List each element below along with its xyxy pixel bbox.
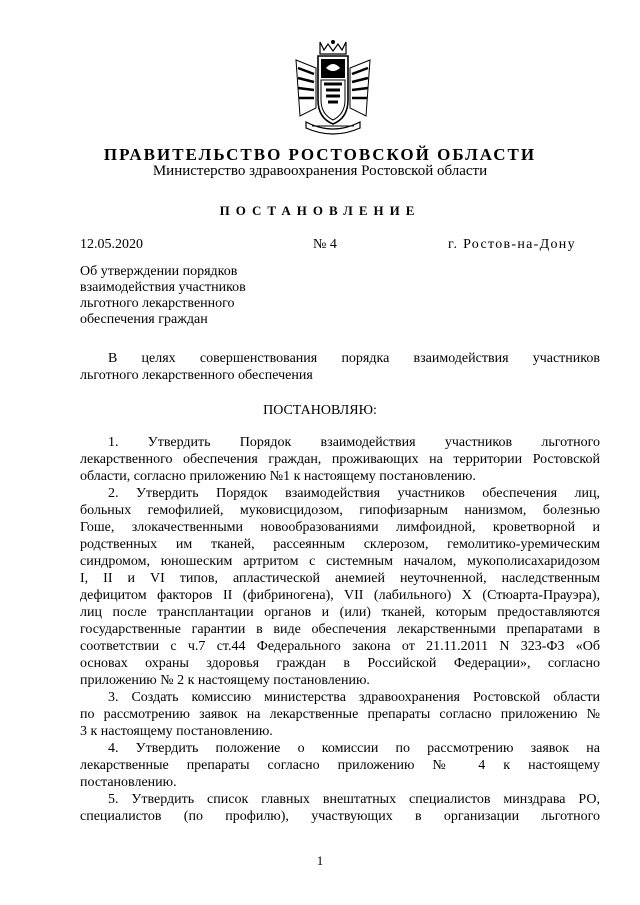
resolve-heading: ПОСТАНОВЛЯЮ: bbox=[263, 403, 377, 418]
item-line: лекарственного обеспечения граждан, проживающих на территории Ростовской bbox=[80, 452, 600, 467]
resolution-item-1 bbox=[80, 434, 600, 485]
document-date: 12.05.2020 bbox=[80, 237, 143, 252]
item-line: по рассмотрению заявок на лекарственные препараты согласно приложению № bbox=[80, 707, 600, 722]
item-line: дефицитом факторов II (фибриногена), VII (лабильного) X (Стюарта-Прауэра), bbox=[80, 588, 600, 603]
item-line: 3 к настоящему постановлению. bbox=[80, 724, 273, 739]
item-line: родственных им тканей, рассеянным склерозом, гемолитико-уремическим bbox=[80, 537, 600, 552]
item-line: приложению № 2 к настоящему постановлению. bbox=[80, 673, 370, 688]
government-title: ПРАВИТЕЛЬСТВО РОСТОВСКОЙ ОБЛАСТИ bbox=[103, 145, 537, 164]
item-line: 4. Утвердить положение о комиссии по рассмотрению заявок на bbox=[108, 741, 600, 756]
coat-of-arms-emblem bbox=[290, 38, 376, 138]
subject-line: обеспечения граждан bbox=[80, 312, 208, 327]
subject-line: льготного лекарственного bbox=[80, 296, 235, 311]
resolution-item-3 bbox=[80, 689, 600, 740]
item-line: лекарственные препараты согласно приложению № 4 к настоящему bbox=[80, 758, 600, 773]
document-number: № 4 bbox=[313, 237, 337, 252]
document-subject bbox=[80, 264, 330, 328]
item-line: 5. Утвердить список главных внештатных специалистов минздрава РО, bbox=[108, 792, 600, 807]
document-type: ПОСТАНОВЛЕНИЕ bbox=[219, 203, 421, 218]
item-line: I, II и VI типов, апластической анемией неуточненной, наследственным bbox=[80, 571, 600, 586]
item-line: лиц после трансплантации органов и (или) тканей, которым предоставляются bbox=[80, 605, 600, 620]
resolution-item-4 bbox=[80, 740, 600, 791]
subject-line: Об утверждении порядков bbox=[80, 264, 238, 279]
item-line: государственные гарантии в виде обеспечения лекарственными препаратами в bbox=[80, 622, 600, 637]
item-line: постановлению. bbox=[80, 775, 177, 790]
resolution-items bbox=[80, 434, 600, 825]
page-number: 1 bbox=[316, 853, 324, 868]
item-line: 2. Утвердить Порядок взаимодействия участников обеспечения лиц, bbox=[108, 486, 600, 501]
item-line: основах охраны здоровья граждан в Российской Федерации», согласно bbox=[80, 656, 600, 671]
item-line: специалистов (по профилю), участвующих в организации льготного bbox=[80, 809, 600, 824]
preamble-line: В целях совершенствования порядка взаимодействия участников bbox=[108, 351, 600, 366]
document-city: г. Ростов-на-Дону bbox=[448, 237, 576, 252]
item-line: 1. Утвердить Порядок взаимодействия участников льготного bbox=[108, 435, 600, 450]
resolution-item-5 bbox=[80, 791, 600, 825]
item-line: синдромом, юношеским артритом с системным началом, мукополисахаридозом bbox=[80, 554, 600, 569]
resolution-item-2 bbox=[80, 485, 600, 689]
item-line: больных гемофилией, муковисцидозом, гипофизарным нанизмом, болезнью bbox=[80, 503, 600, 518]
item-line: Гоше, злокачественными новообразованиями лимфоидной, кроветворной и bbox=[80, 520, 600, 535]
preamble-line: льготного лекарственного обеспечения bbox=[80, 368, 313, 383]
item-line: 3. Создать комиссию министерства здравоохранения Ростовской области bbox=[108, 690, 600, 705]
item-line: области, согласно приложению №1 к настоящему постановлению. bbox=[80, 469, 476, 484]
subject-line: взаимодействия участников bbox=[80, 280, 246, 295]
preamble-paragraph bbox=[80, 350, 600, 384]
item-line: соответствии с ч.7 ст.44 Федерального закона от 21.11.2011 N 323-ФЗ «Об bbox=[80, 639, 600, 654]
ministry-name: Министерство здравоохранения Ростовской области bbox=[152, 163, 488, 179]
